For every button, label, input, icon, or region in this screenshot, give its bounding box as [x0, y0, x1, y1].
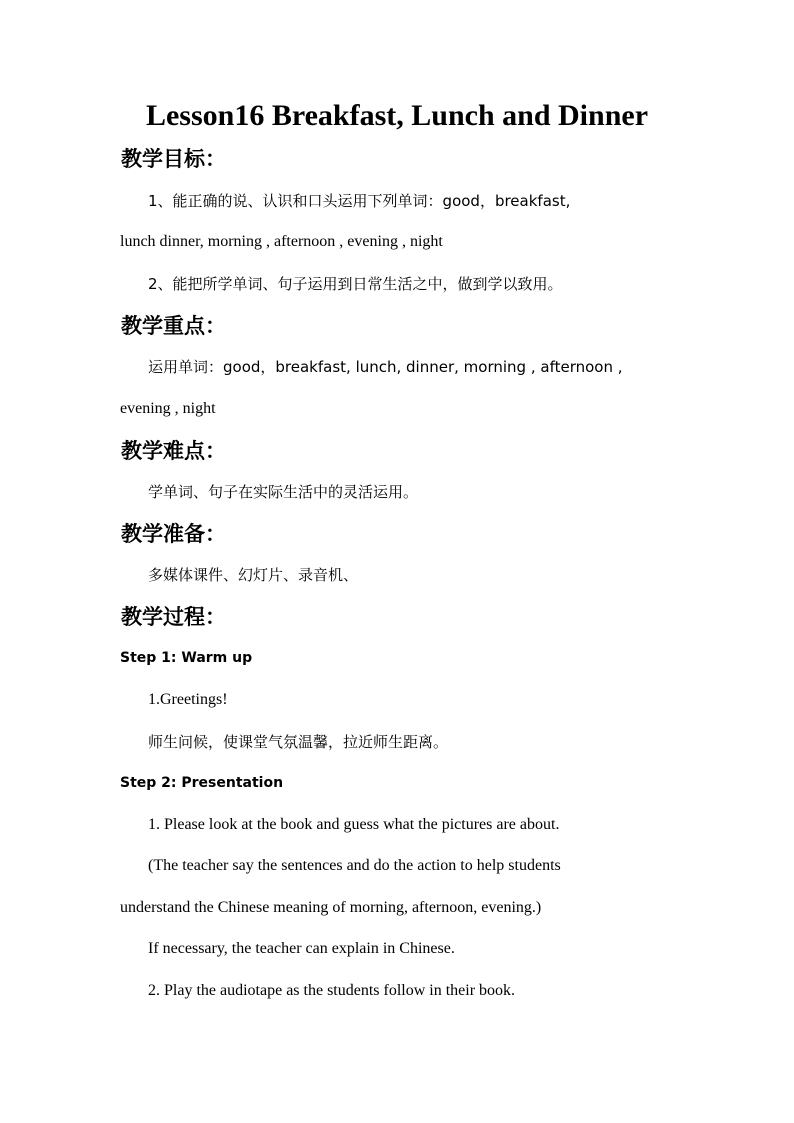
objectives-item-1-line-1: 1、能正确的说、认识和口头运用下列单词：good，breakfast,: [148, 192, 571, 210]
objectives-item-2: 2、能把所学单词、句子运用到日常生活之中，做到学以致用。: [148, 275, 563, 293]
step-2-line-2: (The teacher say the sentences and do the action to help students: [148, 857, 561, 874]
step-1-line-1: 1.Greetings!: [148, 691, 228, 708]
key-points-line-2: evening , night: [120, 400, 216, 417]
process-heading: 教学过程：: [121, 605, 226, 629]
step-2-line-1: 1. Please look at the book and guess what the pictures are about.: [148, 816, 560, 833]
step-2-line-3: understand the Chinese meaning of morning, afternoon, evening.): [120, 899, 542, 916]
step-2-title: Step 2: Presentation: [120, 775, 284, 791]
objectives-item-1-line-2: lunch dinner, morning , afternoon , evening , night: [120, 233, 443, 250]
preparation-heading: 教学准备：: [121, 522, 226, 546]
step-2-line-5: 2. Play the audiotape as the students follow in their book.: [148, 982, 516, 999]
key-points-heading: 教学重点：: [121, 314, 226, 338]
objectives-heading: 教学目标：: [121, 147, 226, 171]
preparation-line-1: 多媒体课件、幻灯片、录音机、: [148, 566, 359, 584]
document-title: Lesson16 Breakfast, Lunch and Dinner: [145, 99, 649, 132]
step-1-title: Step 1: Warm up: [120, 650, 253, 666]
step-2-line-4: If necessary, the teacher can explain in Chinese.: [148, 940, 455, 957]
difficulties-heading: 教学难点：: [121, 439, 226, 463]
step-1-line-2: 师生问候，使课堂气氛温馨，拉近师生距离。: [148, 733, 449, 751]
key-points-line-1: 运用单词：good，breakfast, lunch, dinner, morning , afternoon ,: [148, 358, 623, 376]
difficulties-line-1: 学单词、句子在实际生活中的灵活运用。: [148, 483, 419, 501]
